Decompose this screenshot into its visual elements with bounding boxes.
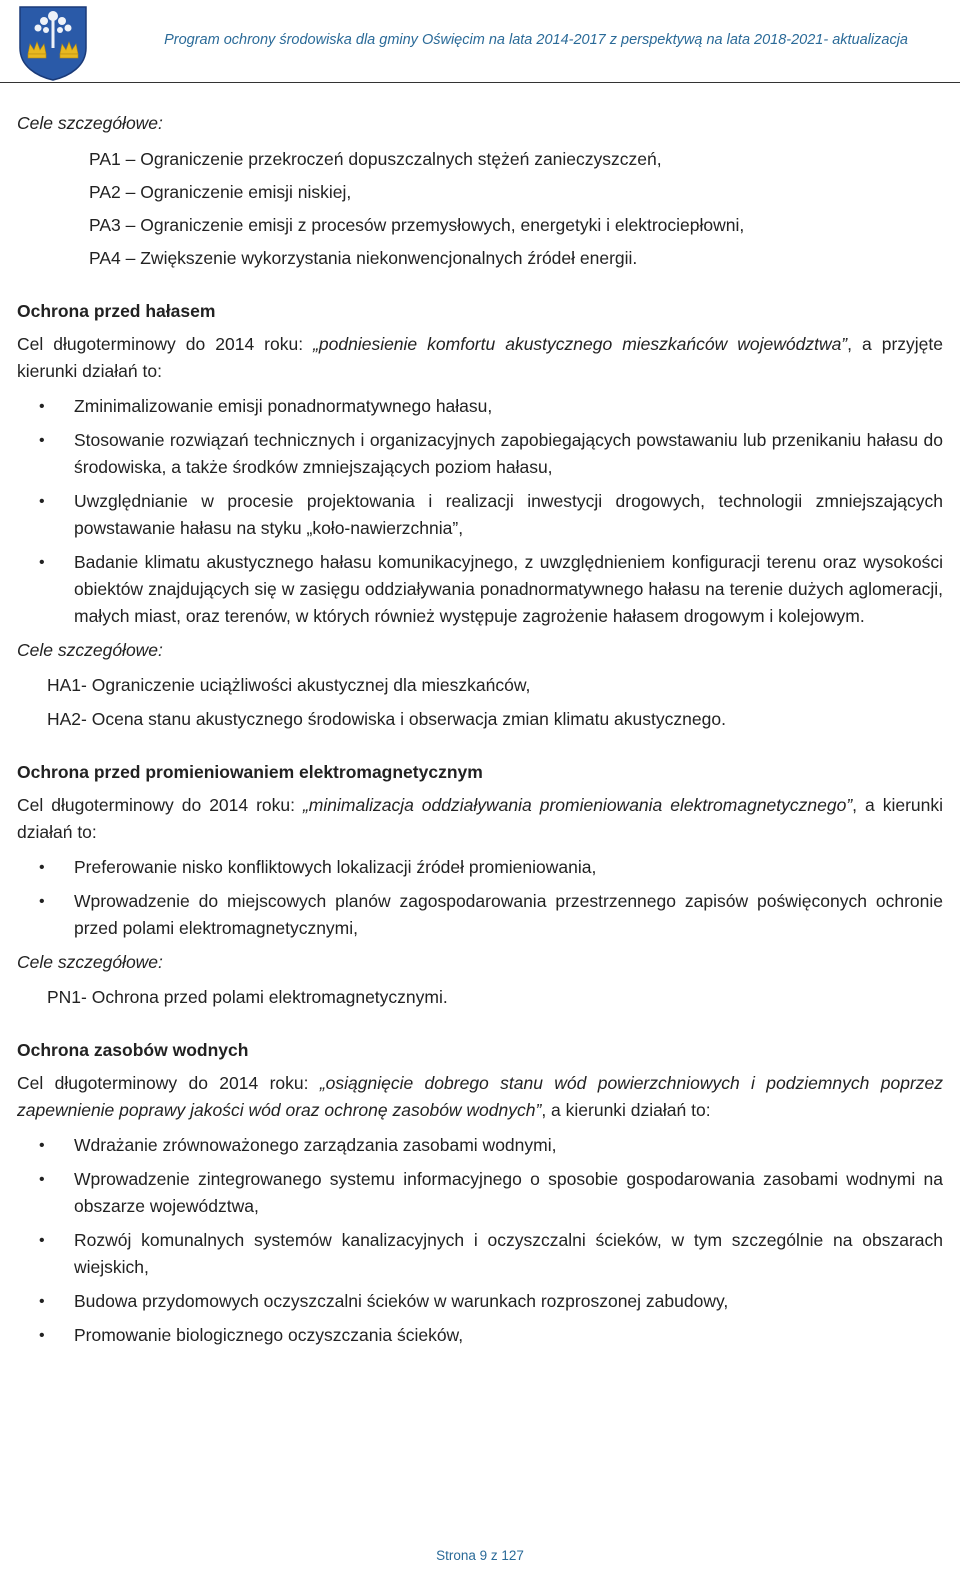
list-item: PA2 – Ograniczenie emisji niskiej, <box>89 182 352 202</box>
page-number: Strona 9 z 127 <box>436 1548 524 1563</box>
goal-prefix: Cel długoterminowy do 2014 roku: <box>17 1073 320 1093</box>
pa-objectives-list <box>17 146 943 272</box>
bullet-icon: • <box>39 859 45 876</box>
bullet-icon: • <box>39 1171 45 1188</box>
goal-text: „podniesienie komfortu akustycznego mieszkańców województwa” <box>313 334 848 354</box>
water-directions-list <box>17 1132 943 1349</box>
section-title-noise: Ochrona przed hałasem <box>17 301 216 321</box>
list-item: PA1 – Ograniczenie przekroczeń dopuszczalnych stężeń zanieczyszczeń, <box>89 149 662 169</box>
water-goal-paragraph <box>17 1070 943 1124</box>
bullet-icon: • <box>39 432 45 449</box>
page-content <box>17 110 943 1356</box>
em-directions-list <box>17 854 943 942</box>
em-goal-paragraph <box>17 792 943 846</box>
objectives-label: Cele szczegółowe: <box>17 952 163 972</box>
list-item: PA3 – Ograniczenie emisji z procesów przemysłowych, energetyki i elektrociepłowni, <box>89 215 745 235</box>
noise-objectives-list <box>17 672 943 733</box>
goal-prefix: Cel długoterminowy do 2014 roku: <box>17 334 314 354</box>
goal-prefix: Cel długoterminowy do 2014 roku: <box>17 795 303 815</box>
objectives-label: Cele szczegółowe: <box>17 113 163 133</box>
list-item: • Badanie klimatu akustycznego hałasu komunikacyjnego, z uwzględnieniem konfiguracji terenu oraz wysokości obiektów znajdujących się w zasięgu oddziaływania ponadnormatywnego hałasu na terenie dużych aglomeracji, małych miast, oraz terenów, w których również występuje zagrożenie hałasem drogowym i kolejowym. <box>17 549 943 630</box>
objectives-label: Cele szczegółowe: <box>17 640 163 660</box>
bullet-icon: • <box>39 893 45 910</box>
page-header <box>0 0 960 84</box>
bullet-icon: • <box>39 1137 45 1154</box>
em-objectives-list <box>17 984 943 1011</box>
goal-suffix: , a przyjęte kierunki działań to: <box>17 334 943 381</box>
list-item: • Stosowanie rozwiązań technicznych i organizacyjnych zapobiegających powstawaniu lub przenikaniu hałasu do środowiska, a także środków zmniejszających poziom hałasu, <box>17 427 943 481</box>
list-item: • Zminimalizowanie emisji ponadnormatywnego hałasu, <box>17 393 943 420</box>
bullet-icon: • <box>39 1232 45 1249</box>
goal-suffix: , a kierunki działań to: <box>17 795 943 842</box>
goal-text: „osiągnięcie dobrego stanu wód powierzchniowych i podziemnych poprzez zapewnienie poprawy jakości wód oraz ochronę zasobów wodnych” <box>17 1073 943 1120</box>
noise-goal-paragraph <box>17 331 943 385</box>
list-item: HA1- Ograniczenie uciążliwości akustycznej dla mieszkańców, <box>47 675 531 695</box>
section-title-em: Ochrona przed promieniowaniem elektromagnetycznym <box>17 762 483 782</box>
bullet-icon: • <box>39 1293 45 1310</box>
header-divider <box>0 82 960 83</box>
bullet-icon: • <box>39 1327 45 1344</box>
bullet-icon: • <box>39 493 45 510</box>
goal-text: „minimalizacja oddziaływania promieniowania elektromagnetycznego” <box>302 795 853 815</box>
list-item: PN1- Ochrona przed polami elektromagnetycznymi. <box>47 987 448 1007</box>
noise-directions-list <box>17 393 943 630</box>
list-item: • Uwzględnianie w procesie projektowania i realizacji inwestycji drogowych, technologii zmniejszających powstawanie hałasu na styku „koło-nawierzchnia”, <box>17 488 943 542</box>
list-item: • Wprowadzenie zintegrowanego systemu informacyjnego o sposobie gospodarowania zasobami wodnymi na obszarze województwa, <box>17 1166 943 1220</box>
list-item: • Preferowanie nisko konfliktowych lokalizacji źródeł promieniowania, <box>17 854 943 881</box>
list-item: • Wdrażanie zrównoważonego zarządzania zasobami wodnymi, <box>17 1132 943 1159</box>
list-item: • Promowanie biologicznego oczyszczania ścieków, <box>17 1322 943 1349</box>
goal-suffix: , a kierunki działań to: <box>541 1100 711 1120</box>
list-item: • Wprowadzenie do miejscowych planów zagospodarowania przestrzennego zapisów poświęconych ochronie przed polami elektromagnetycznymi, <box>17 888 943 942</box>
section-title-water: Ochrona zasobów wodnych <box>17 1040 249 1060</box>
list-item: HA2- Ocena stanu akustycznego środowiska i obserwacja zmian klimatu akustycznego. <box>47 709 726 729</box>
bullet-icon: • <box>39 398 45 415</box>
list-item: • Budowa przydomowych oczyszczalni ścieków w warunkach rozproszonej zabudowy, <box>17 1288 943 1315</box>
bullet-icon: • <box>39 554 45 571</box>
coat-of-arms-logo <box>16 4 90 82</box>
list-item: PA4 – Zwiększenie wykorzystania niekonwencjonalnych źródeł energii. <box>89 248 638 268</box>
list-item: • Rozwój komunalnych systemów kanalizacyjnych i oczyszczalni ścieków, w tym szczególnie na obszarach wiejskich, <box>17 1227 943 1281</box>
document-title: Program ochrony środowiska dla gminy Oświęcim na lata 2014-2017 z perspektywą na lata 2018-2021- aktualizacja <box>164 32 908 48</box>
